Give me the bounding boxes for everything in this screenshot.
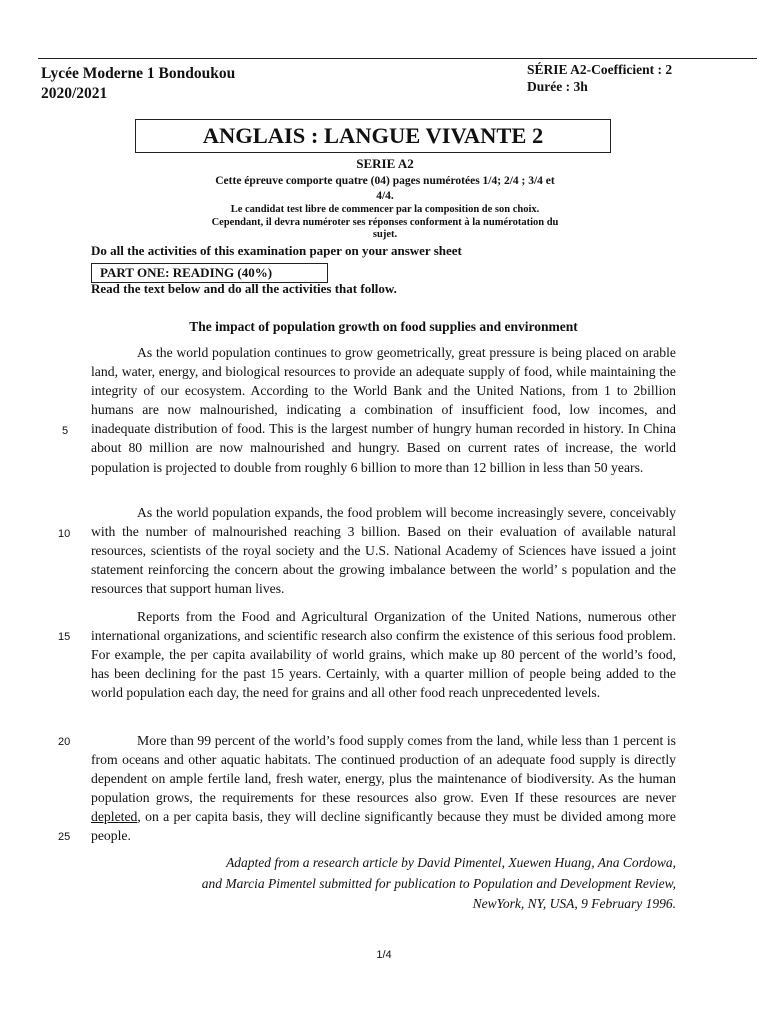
line-number-25: 25: [58, 831, 71, 843]
exam-duration: Durée : 3h: [527, 79, 588, 94]
candidate-notice-line1: Le candidat test libre de commencer par la composition de son choix.: [230, 204, 540, 215]
exam-title: ANGLAIS : LANGUE VIVANTE 2: [135, 119, 611, 153]
pages-notice: [170, 174, 600, 203]
underlined-word: depleted: [91, 809, 138, 825]
pages-notice-line2: 4/4.: [376, 189, 394, 202]
line-number-15: 15: [58, 631, 71, 643]
school-name: Lycée Moderne 1 Bondoukou: [41, 65, 236, 82]
school-year: 2020/2021: [41, 85, 108, 102]
reading-instruction: Read the text below and do all the activities that follow.: [91, 281, 397, 296]
candidate-notice: [170, 204, 600, 242]
source-line1: Adapted from a research article by David Pimentel, Xuewen Huang, Ana Cordowa,: [226, 855, 676, 870]
article-paragraph-4: More than 99 percent of the world’s food supply comes from the land, while less than 1 percent is from oceans and other aquatic habitats. The continued production of an adequate food supply is directly dependent on ample fertile land, fresh water, energy, plus the maintenance of biodiversity. As the human population grows, the requirements for these resources also grow. Even If these resources are never depleted, on a per capita basis, they will decline significantly because they must be divided among more people.: [91, 733, 676, 844]
article-paragraph-3: Reports from the Food and Agricultural Organization of the United Nations, numerous other international organizations, and scientific research also confirm the existence of this serious food problem. For example, the per capita availability of world grains, which make up 80 percent of the world’s food, has been declining for the past 15 years. Certainly, with a quarter million of people being added to the world population each day, the need for grains and all other food reach unprecedented levels.: [91, 609, 676, 701]
candidate-notice-line3: sujet.: [372, 229, 398, 240]
article-title: The impact of population growth on food supplies and environment: [189, 319, 578, 334]
serie-coefficient: SÉRIE A2-Coefficient : 2: [527, 62, 673, 77]
line-number-20: 20: [58, 736, 71, 748]
article-source: [91, 853, 676, 915]
article-paragraph-2: As the world population expands, the food problem will become increasingly severe, conceivably with the number of malnourished reaching 3 billion. Based on their evaluation of available natural resources, scientists of the royal society and the U.S. National Academy of Sciences have issued a joint statement reinforcing the concern about the growing imbalance between the world’ s population and the resources that support human lives.: [91, 505, 676, 597]
general-instruction: Do all the activities of this examination paper on your answer sheet: [91, 243, 462, 258]
line-number-5: 5: [62, 425, 69, 437]
page-number: 1/4: [376, 949, 392, 961]
part-one-heading: PART ONE: READING (40%): [91, 263, 328, 283]
line-number-10: 10: [58, 528, 71, 540]
header-rule: [38, 58, 757, 59]
source-line3: NewYork, NY, USA, 9 February 1996.: [472, 896, 676, 911]
source-line2: and Marcia Pimentel submitted for publication to Population and Development Review,: [201, 875, 676, 891]
exam-meta: [527, 61, 672, 95]
article-paragraph-1: As the world population continues to grow geometrically, great pressure is being placed on arable land, water, energy, and biological resources to provide an adequate supply of food, while maintaining the integrity of our ecosystem. According to the World Bank and the United Nations, from 1 to 2billion humans are now malnourished, indicating a combination of insufficient food, low incomes, and inadequate distribution of food. This is the largest number of hungry human recorded in history. In China about 80 million are now malnourished and hungry. Based on current rates of increase, the world population is projected to double from roughly 6 billion to more than 12 billion in less than 50 years.: [91, 345, 676, 475]
candidate-notice-line2: Cependant, il devra numéroter ses réponses conforment à la numérotation du: [211, 216, 559, 228]
exam-serie: SERIE A2: [356, 156, 414, 171]
school-block: [41, 64, 235, 104]
pages-notice-line1: Cette épreuve comporte quatre (04) pages numérotées 1/4; 2/4 ; 3/4 et: [215, 175, 555, 187]
